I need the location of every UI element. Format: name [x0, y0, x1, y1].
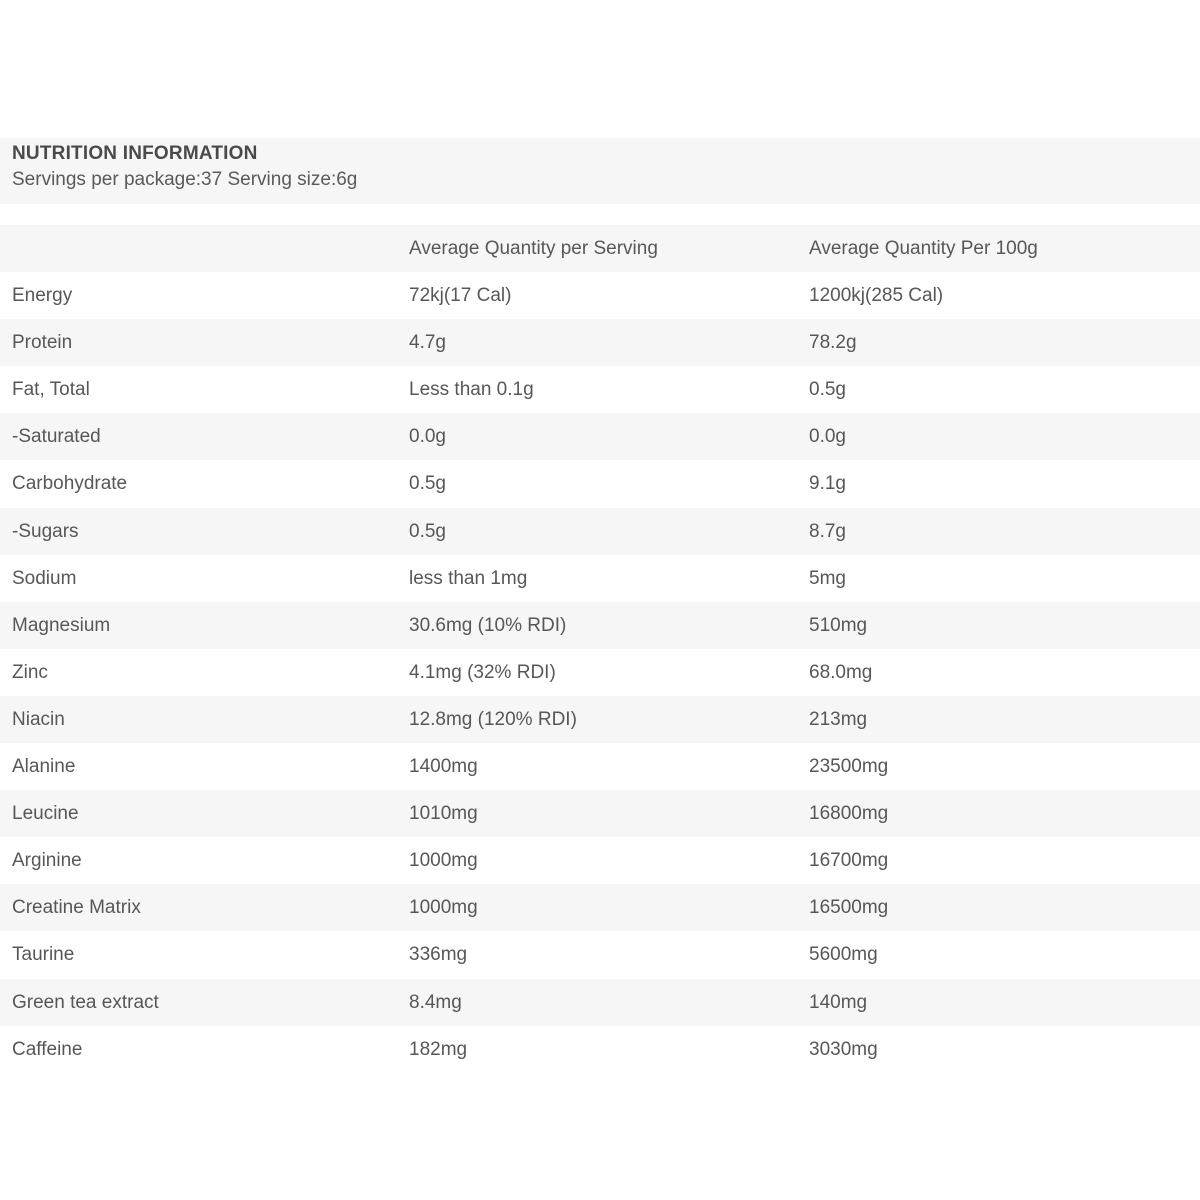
per-serving-value: 336mg: [409, 944, 468, 966]
nutrient-name: Magnesium: [12, 614, 111, 636]
per-100g-value: 140mg: [809, 991, 868, 1013]
table-body: [0, 272, 1200, 1073]
table-row: [0, 460, 1200, 507]
per-serving-value: 1000mg: [409, 850, 478, 872]
table-row: [0, 413, 1200, 460]
per-100g-value: 16500mg: [809, 897, 889, 919]
nutrient-name: Alanine: [12, 756, 76, 778]
nutrient-name: Green tea extract: [12, 991, 159, 1013]
nutrient-name: Sodium: [12, 567, 77, 589]
per-serving-value: 182mg: [409, 1038, 468, 1060]
column-header-per-serving: Average Quantity per Serving: [409, 238, 658, 259]
nutrient-name: Creatine Matrix: [12, 897, 141, 919]
table-row: [0, 931, 1200, 978]
nutrient-name: Energy: [12, 285, 73, 307]
per-100g-value: 16800mg: [809, 803, 889, 825]
per-serving-value: 4.7g: [409, 332, 446, 354]
per-serving-value: 72kj(17 Cal): [409, 285, 512, 307]
table-row: [0, 555, 1200, 602]
per-100g-value: 16700mg: [809, 850, 889, 872]
per-serving-value: Less than 0.1g: [409, 379, 534, 401]
per-serving-value: 1000mg: [409, 897, 478, 919]
per-100g-value: 213mg: [809, 708, 868, 730]
per-serving-value: 1010mg: [409, 803, 478, 825]
table-row: [0, 272, 1200, 319]
table-row: [0, 790, 1200, 837]
nutrient-name: Carbohydrate: [12, 473, 128, 495]
per-100g-value: 1200kj(285 Cal): [809, 285, 944, 307]
per-100g-value: 0.0g: [809, 426, 846, 448]
nutrition-header: [0, 138, 1200, 204]
per-100g-value: 5600mg: [809, 944, 878, 966]
per-100g-value: 5mg: [809, 567, 846, 589]
table-row: [0, 508, 1200, 555]
nutrient-name: -Sugars: [12, 520, 79, 542]
table-row: [0, 979, 1200, 1026]
table-row: [0, 884, 1200, 931]
per-serving-value: 0.5g: [409, 473, 446, 495]
per-serving-value: 30.6mg (10% RDI): [409, 614, 567, 636]
per-100g-value: 0.5g: [809, 379, 846, 401]
nutrient-name: Taurine: [12, 944, 75, 966]
per-serving-value: 8.4mg: [409, 991, 462, 1013]
nutrient-name: Zinc: [12, 661, 48, 683]
table-row: [0, 649, 1200, 696]
per-100g-value: 510mg: [809, 614, 868, 636]
per-serving-value: 0.5g: [409, 520, 446, 542]
column-header-per-100g: Average Quantity Per 100g: [809, 238, 1038, 259]
nutrient-name: Niacin: [12, 708, 65, 730]
nutrient-name: -Saturated: [12, 426, 101, 448]
per-serving-value: 0.0g: [409, 426, 446, 448]
per-100g-value: 3030mg: [809, 1038, 878, 1060]
nutrition-table: [0, 225, 1200, 1073]
per-serving-value: less than 1mg: [409, 567, 528, 589]
nutrient-name: Fat, Total: [12, 379, 90, 401]
nutrient-name: Arginine: [12, 850, 82, 872]
table-row: [0, 602, 1200, 649]
table-row: [0, 743, 1200, 790]
table-row: [0, 1026, 1200, 1073]
table-row: [0, 319, 1200, 366]
nutrient-name: Protein: [12, 332, 73, 354]
per-serving-value: 4.1mg (32% RDI): [409, 661, 556, 683]
per-serving-value: 12.8mg (120% RDI): [409, 708, 577, 730]
table-row: [0, 696, 1200, 743]
table-header-row: [0, 225, 1200, 272]
nutrient-name: Leucine: [12, 803, 79, 825]
table-row: [0, 366, 1200, 413]
per-serving-value: 1400mg: [409, 756, 478, 778]
per-100g-value: 9.1g: [809, 473, 846, 495]
serving-info: Servings per package:37 Serving size:6g: [12, 169, 358, 190]
per-100g-value: 68.0mg: [809, 661, 873, 683]
per-100g-value: 23500mg: [809, 756, 889, 778]
page-title: NUTRITION INFORMATION: [12, 143, 258, 164]
nutrient-name: Caffeine: [12, 1038, 83, 1060]
table-row: [0, 837, 1200, 884]
per-100g-value: 78.2g: [809, 332, 857, 354]
per-100g-value: 8.7g: [809, 520, 846, 542]
